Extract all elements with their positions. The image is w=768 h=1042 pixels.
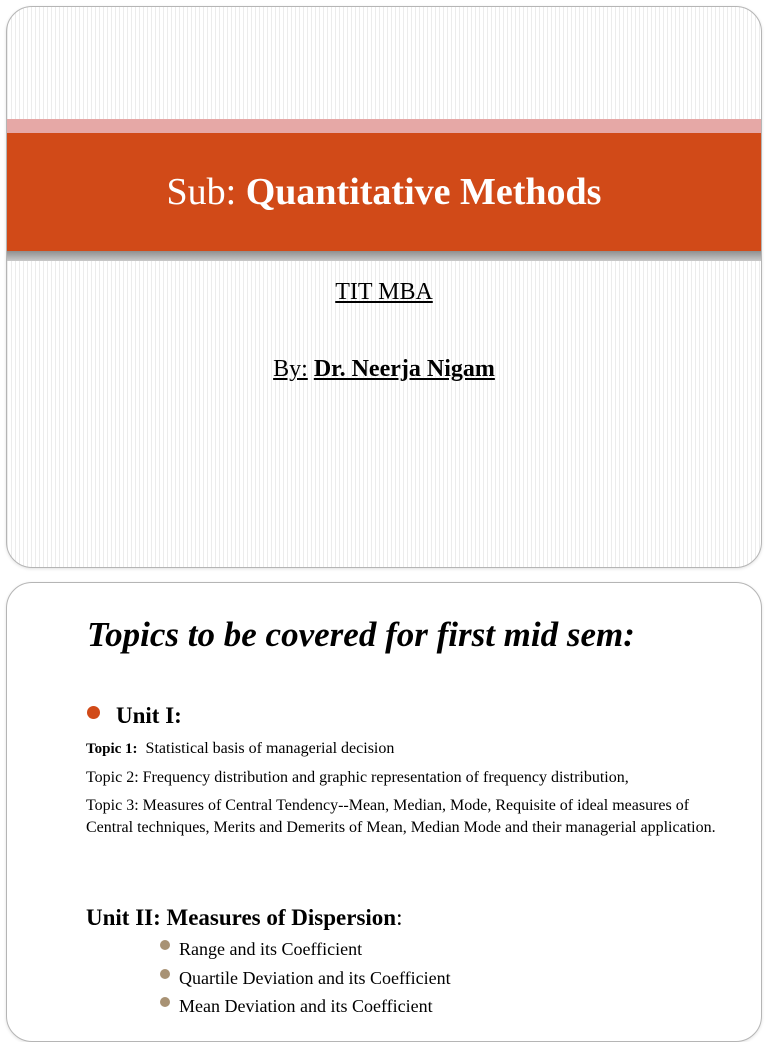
- topic-item: [86, 738, 736, 760]
- unit1-header: [87, 703, 182, 729]
- list-item-text: Quartile Deviation and its Coefficient: [179, 967, 451, 988]
- topic-text: Measures of Central Tendency--Mean, Median, Mode, Requisite of ideal measures of Central techniques, Merits and Demerits of Mean, Median Mode and their managerial application.: [86, 797, 716, 836]
- title-subject: Quantitative Methods: [245, 171, 602, 213]
- list-item: [160, 992, 451, 1021]
- author-prefix: By:: [273, 356, 308, 382]
- topic-label: Topic 1:: [86, 741, 138, 757]
- topics-slide: [6, 582, 762, 1042]
- slide-heading: Topics to be covered for first mid sem:: [87, 615, 635, 654]
- topic-item: [86, 767, 736, 789]
- title-prefix: Sub:: [166, 171, 237, 213]
- course-name: TIT MBA: [335, 279, 433, 305]
- topic-text: Frequency distribution and graphic representation of frequency distribution,: [142, 769, 629, 786]
- topic-label: Topic 2:: [86, 769, 139, 786]
- topic-label: Topic 3:: [86, 797, 139, 814]
- slide-title: [167, 170, 602, 214]
- subtitle: [7, 279, 761, 306]
- list-item: [160, 964, 451, 993]
- topic-text: Statistical basis of managerial decision: [145, 740, 395, 757]
- title-band-shadow: [7, 251, 761, 261]
- unit2-label: Unit II: Measures of Dispersion: [86, 905, 397, 930]
- title-band: [7, 133, 761, 251]
- list-item: [160, 935, 451, 964]
- list-item-text: Mean Deviation and its Coefficient: [179, 996, 433, 1016]
- bullet-icon: [87, 706, 100, 719]
- title-slide: [6, 6, 762, 568]
- bullet-icon: [160, 940, 170, 950]
- unit2-header: [86, 905, 402, 931]
- bullet-icon: [160, 997, 170, 1007]
- title-band-accent: [7, 119, 761, 133]
- author-line: [7, 356, 761, 383]
- author-name: Dr. Neerja Nigam: [313, 356, 495, 382]
- list-item-text: Range and its Coefficient: [179, 939, 363, 959]
- unit2-colon: :: [396, 905, 403, 930]
- unit2-list: [160, 935, 451, 1021]
- topic-item: [86, 795, 736, 839]
- bullet-icon: [160, 969, 170, 979]
- unit1-label: Unit I:: [116, 703, 182, 728]
